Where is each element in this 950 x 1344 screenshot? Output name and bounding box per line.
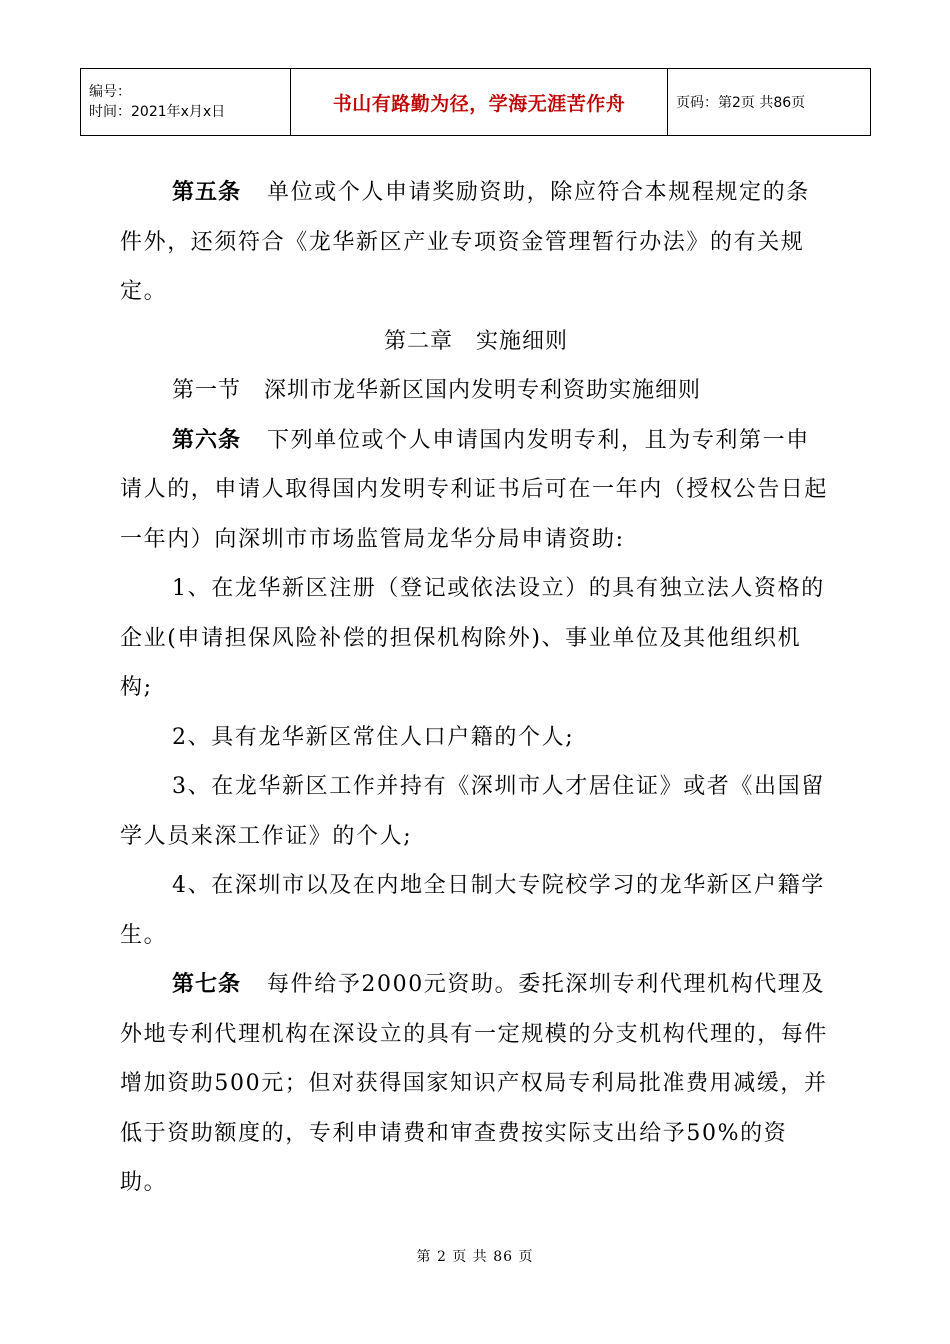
article-7: [120, 960, 832, 1208]
header-page-info: 页码：第2页 共86页: [668, 69, 871, 136]
article-6-title: 第六条: [172, 427, 242, 453]
list-item: 3、在龙华新区工作并持有《深圳市人才居住证》或者《出国留学人员来深工作证》的个人;: [120, 774, 825, 849]
article-5-text: 单位或个人申请奖励资助，除应符合本规程规定的条件外，还须符合《龙华新区产业专项资金管理暂行办法》的有关规定。: [120, 180, 810, 304]
list-item: 2、具有龙华新区常住人口户籍的个人;: [172, 724, 575, 750]
article-5: [120, 168, 832, 317]
document-time-label: 时间：2021年x月x日: [89, 104, 226, 120]
article-7-title: 第七条: [172, 972, 242, 997]
header-meta: [81, 69, 291, 136]
document-body: [120, 168, 832, 1208]
chapter-title: 第二章 实施细则: [383, 328, 568, 354]
article-7-text: 每件给予2000元资助。委托深圳专利代理机构代理及外地专利代理机构在深设立的具有一定规模的分支机构代理的，每件增加资助500元；但对获得国家知识产权局专利局批准费用减缓，并低于资助额度的，专利申请费和审查费按实际支出给予50%的资助。: [120, 972, 829, 1195]
document-number-label: 编号：: [89, 84, 131, 100]
article-5-title: 第五条: [172, 180, 242, 205]
article-6-text: 下列单位或个人申请国内发明专利，且为专利第一申请人的，申请人取得国内发明专利证书后可在一年内（授权公告日起一年内）向深圳市市场监管局龙华分局申请资助:: [120, 427, 829, 552]
header-motto: 书山有路勤为径，学海无涯苦作舟: [332, 92, 626, 115]
page-header: [80, 68, 871, 136]
page-footer: 第 2 页 共 86 页: [416, 1249, 534, 1265]
section-title: 第一节 深圳市龙华新区国内发明专利资助实施细则: [172, 378, 702, 403]
header-motto-cell: [291, 69, 668, 136]
article-6: [120, 416, 832, 565]
list-item: 4、在深圳市以及在内地全日制大专院校学习的龙华新区户籍学生。: [120, 873, 825, 948]
list-item: 1、在龙华新区注册（登记或依法设立）的具有独立法人资格的企业(申请担保风险补偿的担保机构除外)、事业单位及其他组织机构;: [120, 576, 825, 700]
